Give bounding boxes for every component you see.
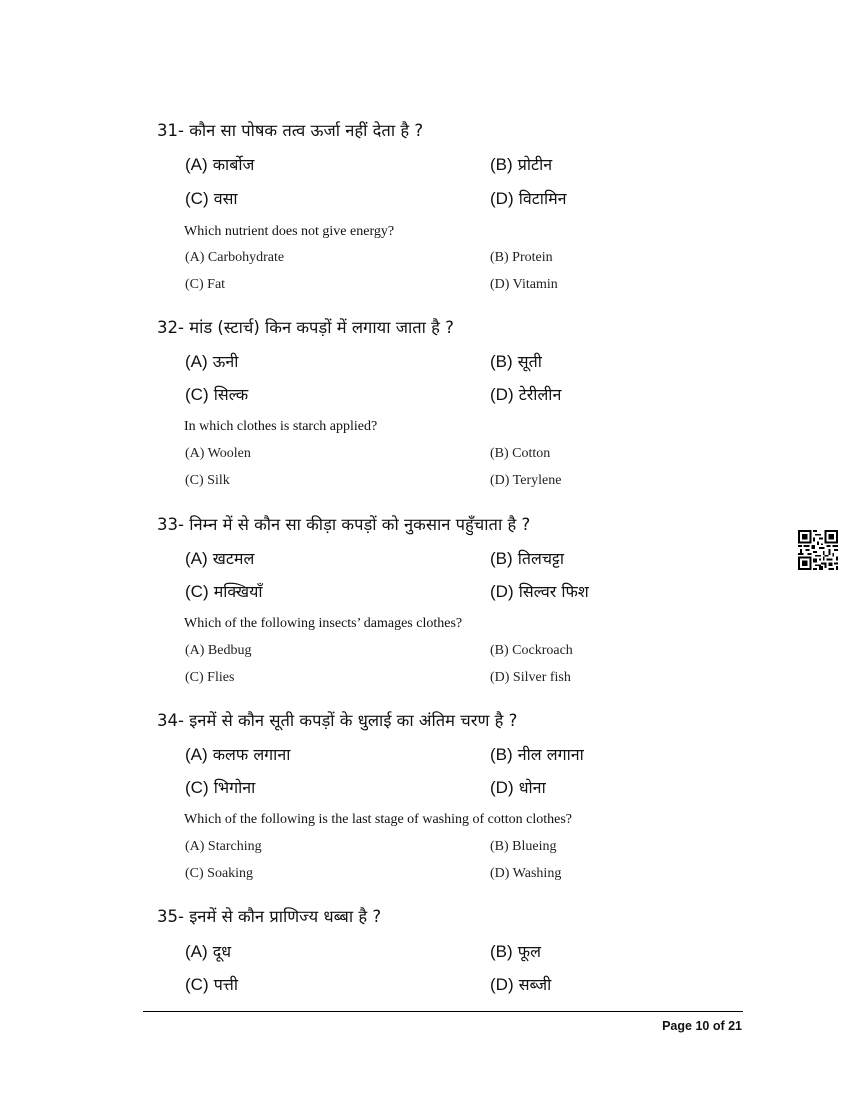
question-hindi: [157, 907, 381, 927]
option-b-english: (B) Cotton: [490, 446, 551, 461]
option-d-hindi: (D) सब्जी: [490, 975, 552, 994]
option-d-english: (D) Terylene: [490, 473, 562, 488]
question-text-english: Which nutrient does not give energy?: [184, 224, 395, 239]
option-c-hindi: (C) सिल्क: [185, 385, 249, 404]
question-hindi: [157, 515, 530, 535]
option-d-english: (D) Washing: [490, 866, 562, 881]
option-a-english: (A) Bedbug: [185, 643, 252, 658]
option-d-english: (D) Silver fish: [490, 670, 571, 685]
question-text-english: In which clothes is starch applied?: [184, 419, 378, 434]
option-a-english: (A) Woolen: [185, 446, 251, 461]
question-number: 32-: [157, 318, 184, 337]
question-hindi: [157, 711, 517, 731]
option-d-english: (D) Vitamin: [490, 277, 558, 292]
question-hindi: [157, 121, 423, 141]
option-c-english: (C) Flies: [185, 670, 235, 685]
option-a-english: (A) Starching: [185, 839, 262, 854]
option-c-hindi: (C) पत्ती: [185, 975, 238, 994]
qr-code-image: [798, 530, 838, 570]
option-b-english: (B) Cockroach: [490, 643, 573, 658]
question-number: 34-: [157, 711, 184, 730]
option-a-hindi: (A) खटमल: [185, 549, 255, 568]
option-b-hindi: (B) नील लगाना: [490, 745, 584, 764]
option-b-hindi: (B) सूती: [490, 352, 542, 371]
question-number: 33-: [157, 515, 184, 534]
option-c-hindi: (C) वसा: [185, 189, 238, 208]
option-a-hindi: (A) ऊनी: [185, 352, 239, 371]
option-d-hindi: (D) विटामिन: [490, 189, 567, 208]
question-number: 31-: [157, 121, 184, 140]
option-a-english: (A) Carbohydrate: [185, 250, 285, 265]
question-text-hindi: मांड (स्टार्च) किन कपड़ों में लगाया जाता है ?: [189, 318, 454, 337]
option-c-english: (C) Silk: [185, 473, 230, 488]
page-number: Page 10 of 21: [662, 1019, 742, 1033]
option-c-hindi: (C) भिगोना: [185, 778, 256, 797]
question-text-hindi: निम्न में से कौन सा कीड़ा कपड़ों को नुकसान पहुँचाता है ?: [189, 515, 531, 534]
question-text-english: Which of the following insects’ damages clothes?: [184, 616, 463, 631]
option-b-hindi: (B) प्रोटीन: [490, 155, 553, 174]
option-a-hindi: (A) कार्बोज: [185, 155, 255, 174]
question-number: 35-: [157, 907, 184, 926]
option-a-hindi: (A) कलफ लगाना: [185, 745, 291, 764]
option-b-english: (B) Blueing: [490, 839, 557, 854]
option-b-hindi: (B) तिलचट्टा: [490, 549, 565, 568]
question-hindi: [157, 318, 454, 338]
option-d-hindi: (D) टेरीलीन: [490, 385, 562, 404]
option-c-english: (C) Soaking: [185, 866, 254, 881]
question-text-hindi: कौन सा पोषक तत्व ऊर्जा नहीं देता है ?: [189, 121, 424, 140]
option-d-hindi: (D) सिल्वर फिश: [490, 582, 589, 601]
option-a-hindi: (A) दूध: [185, 942, 232, 961]
option-c-english: (C) Fat: [185, 277, 226, 292]
option-b-english: (B) Protein: [490, 250, 553, 265]
option-b-hindi: (B) फूल: [490, 942, 541, 961]
question-text-hindi: इनमें से कौन प्राणिज्य धब्बा है ?: [189, 907, 382, 926]
footer-rule: [143, 1011, 743, 1012]
question-text-hindi: इनमें से कौन सूती कपड़ों के धुलाई का अंतिम चरण है ?: [189, 711, 518, 730]
option-d-hindi: (D) धोना: [490, 778, 546, 797]
question-text-english: Which of the following is the last stage of washing of cotton clothes?: [184, 812, 573, 827]
option-c-hindi: (C) मक्खियाँ: [185, 582, 263, 601]
